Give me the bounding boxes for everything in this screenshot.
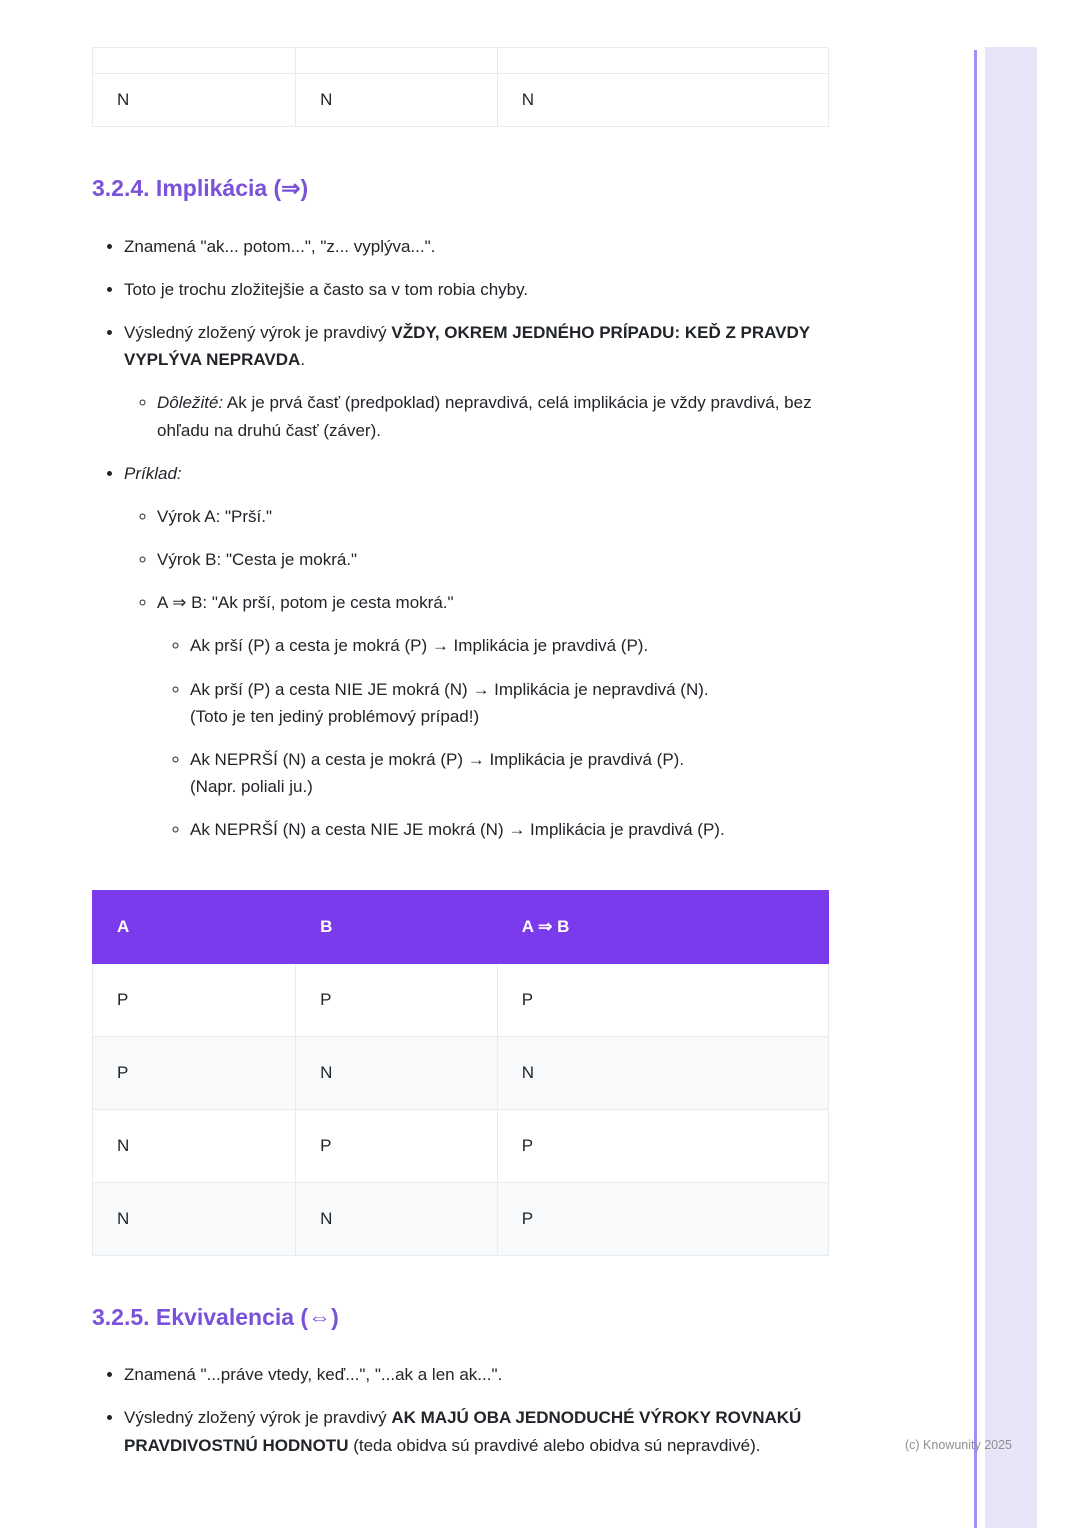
list-item-text: (Toto je ten jediný problémový prípad!)	[190, 706, 480, 726]
list-item	[190, 676, 829, 730]
truth-table-cell: P	[296, 963, 498, 1036]
truth-table-cell: N	[296, 1036, 498, 1109]
list-item-text: Toto je trochu zložitejšie a často sa v tom robia chyby.	[124, 279, 529, 299]
list-item-text: Výsledný zložený výrok je pravdivý	[124, 1408, 392, 1428]
truth-table-cell: N	[497, 74, 828, 127]
list-item	[124, 1404, 829, 1458]
list-item	[157, 503, 829, 530]
table-header-cell: B	[296, 890, 498, 963]
truth-table-cell: N	[497, 1036, 828, 1109]
note-sublist	[124, 389, 829, 443]
list-item-text: Ak prší (P) a cesta NIE JE mokrá (N) → Implikácia je nepravdivá (N).	[190, 679, 709, 699]
list-item-text: Ak NEPRŠÍ (N) a cesta je mokrá (P) → Implikácia je pravdivá (P).	[190, 750, 685, 770]
truth-table-cell	[497, 48, 828, 74]
truth-table-cell	[93, 48, 296, 74]
list-item	[124, 276, 829, 303]
truth-table-cell: P	[93, 1036, 296, 1109]
table-header-cell: A	[93, 890, 296, 963]
truth-table-cell: P	[497, 963, 828, 1036]
list-item	[157, 589, 829, 843]
section-heading-equivalence: 3.2.5. Ekvivalencia (⇔)	[92, 1303, 339, 1330]
page-edge-line	[974, 50, 977, 1528]
table-header-row	[93, 890, 829, 963]
list-item-text: Znamená "ak... potom...", "z... vyplýva...".	[124, 236, 436, 256]
list-item	[190, 632, 829, 659]
sidebar-strip	[985, 47, 1037, 1528]
truth-table-cell: P	[497, 1109, 828, 1182]
equivalence-list	[92, 1361, 829, 1459]
emphasized-text: AK MAJÚ OBA JEDNODUCHÉ VÝROKY ROVNAKÚ PRAVDIVOSTNÚ HODNOTU	[124, 1408, 802, 1455]
note-label: Dôležité:	[157, 393, 224, 413]
truth-table-cell: P	[296, 1109, 498, 1182]
list-item	[124, 233, 829, 260]
list-item	[124, 460, 829, 844]
implication-list	[92, 233, 829, 844]
table-row	[93, 74, 829, 127]
list-item	[190, 816, 829, 843]
truth-table-cell: N	[296, 74, 498, 127]
list-item	[124, 319, 829, 444]
list-item-text: Výrok B: "Cesta je mokrá."	[157, 550, 358, 570]
list-item-text: (teda obidva sú pravdivé alebo obidva sú nepravdivé).	[348, 1435, 761, 1455]
table-row	[93, 48, 829, 74]
table-row	[93, 1036, 829, 1109]
list-item	[157, 389, 829, 443]
truth-table-cell: N	[93, 74, 296, 127]
emphasized-text: VŽDY, OKREM JEDNÉHO PRÍPADU: KEĎ Z PRAVDY VYPLÝVA NEPRAVDA	[124, 322, 810, 370]
table-row	[93, 963, 829, 1036]
previous-truth-table-partial	[92, 47, 829, 127]
truth-table-cell: N	[296, 1182, 498, 1255]
truth-table-cell: P	[93, 963, 296, 1036]
example-label: Príklad:	[124, 463, 182, 483]
list-item-text: A ⇒ B: "Ak prší, potom je cesta mokrá."	[157, 593, 454, 613]
list-item	[157, 546, 829, 573]
table-row	[93, 1182, 829, 1255]
list-item-text: Výsledný zložený výrok je pravdivý	[124, 322, 392, 342]
list-item-text: (Napr. poliali ju.)	[190, 777, 313, 797]
list-item-text: Výrok A: "Prší."	[157, 506, 273, 526]
truth-table-cell: P	[497, 1182, 828, 1255]
document-content	[92, 0, 829, 1475]
watermark-text: (c) Knowunity 2025	[905, 1438, 1013, 1452]
list-item	[190, 746, 829, 800]
truth-table-cell: N	[93, 1109, 296, 1182]
list-item-text: Ak NEPRŠÍ (N) a cesta NIE JE mokrá (N) → Implikácia je pravdivá (P).	[190, 820, 725, 840]
section-heading-implication: 3.2.4. Implikácia (⇒)	[92, 175, 309, 201]
table-header-cell: A ⇒ B	[497, 890, 828, 963]
list-item-text: Ak prší (P) a cesta je mokrá (P) → Implikácia je pravdivá (P).	[190, 636, 649, 656]
truth-table-cell	[296, 48, 498, 74]
case-sublist	[157, 632, 829, 843]
list-item-text: Znamená "...práve vtedy, keď...", "...ak a len ak...".	[124, 1365, 503, 1385]
truth-table-cell: N	[93, 1182, 296, 1255]
implication-truth-table	[92, 890, 829, 1256]
list-item-text: .	[300, 350, 306, 370]
example-sublist	[124, 503, 829, 844]
list-item	[124, 1361, 829, 1388]
table-row	[93, 1109, 829, 1182]
note-text: Ak je prvá časť (predpoklad) nepravdivá, celá implikácia je vždy pravdivá, bez ohľadu na druhú časť (záver).	[157, 393, 812, 440]
